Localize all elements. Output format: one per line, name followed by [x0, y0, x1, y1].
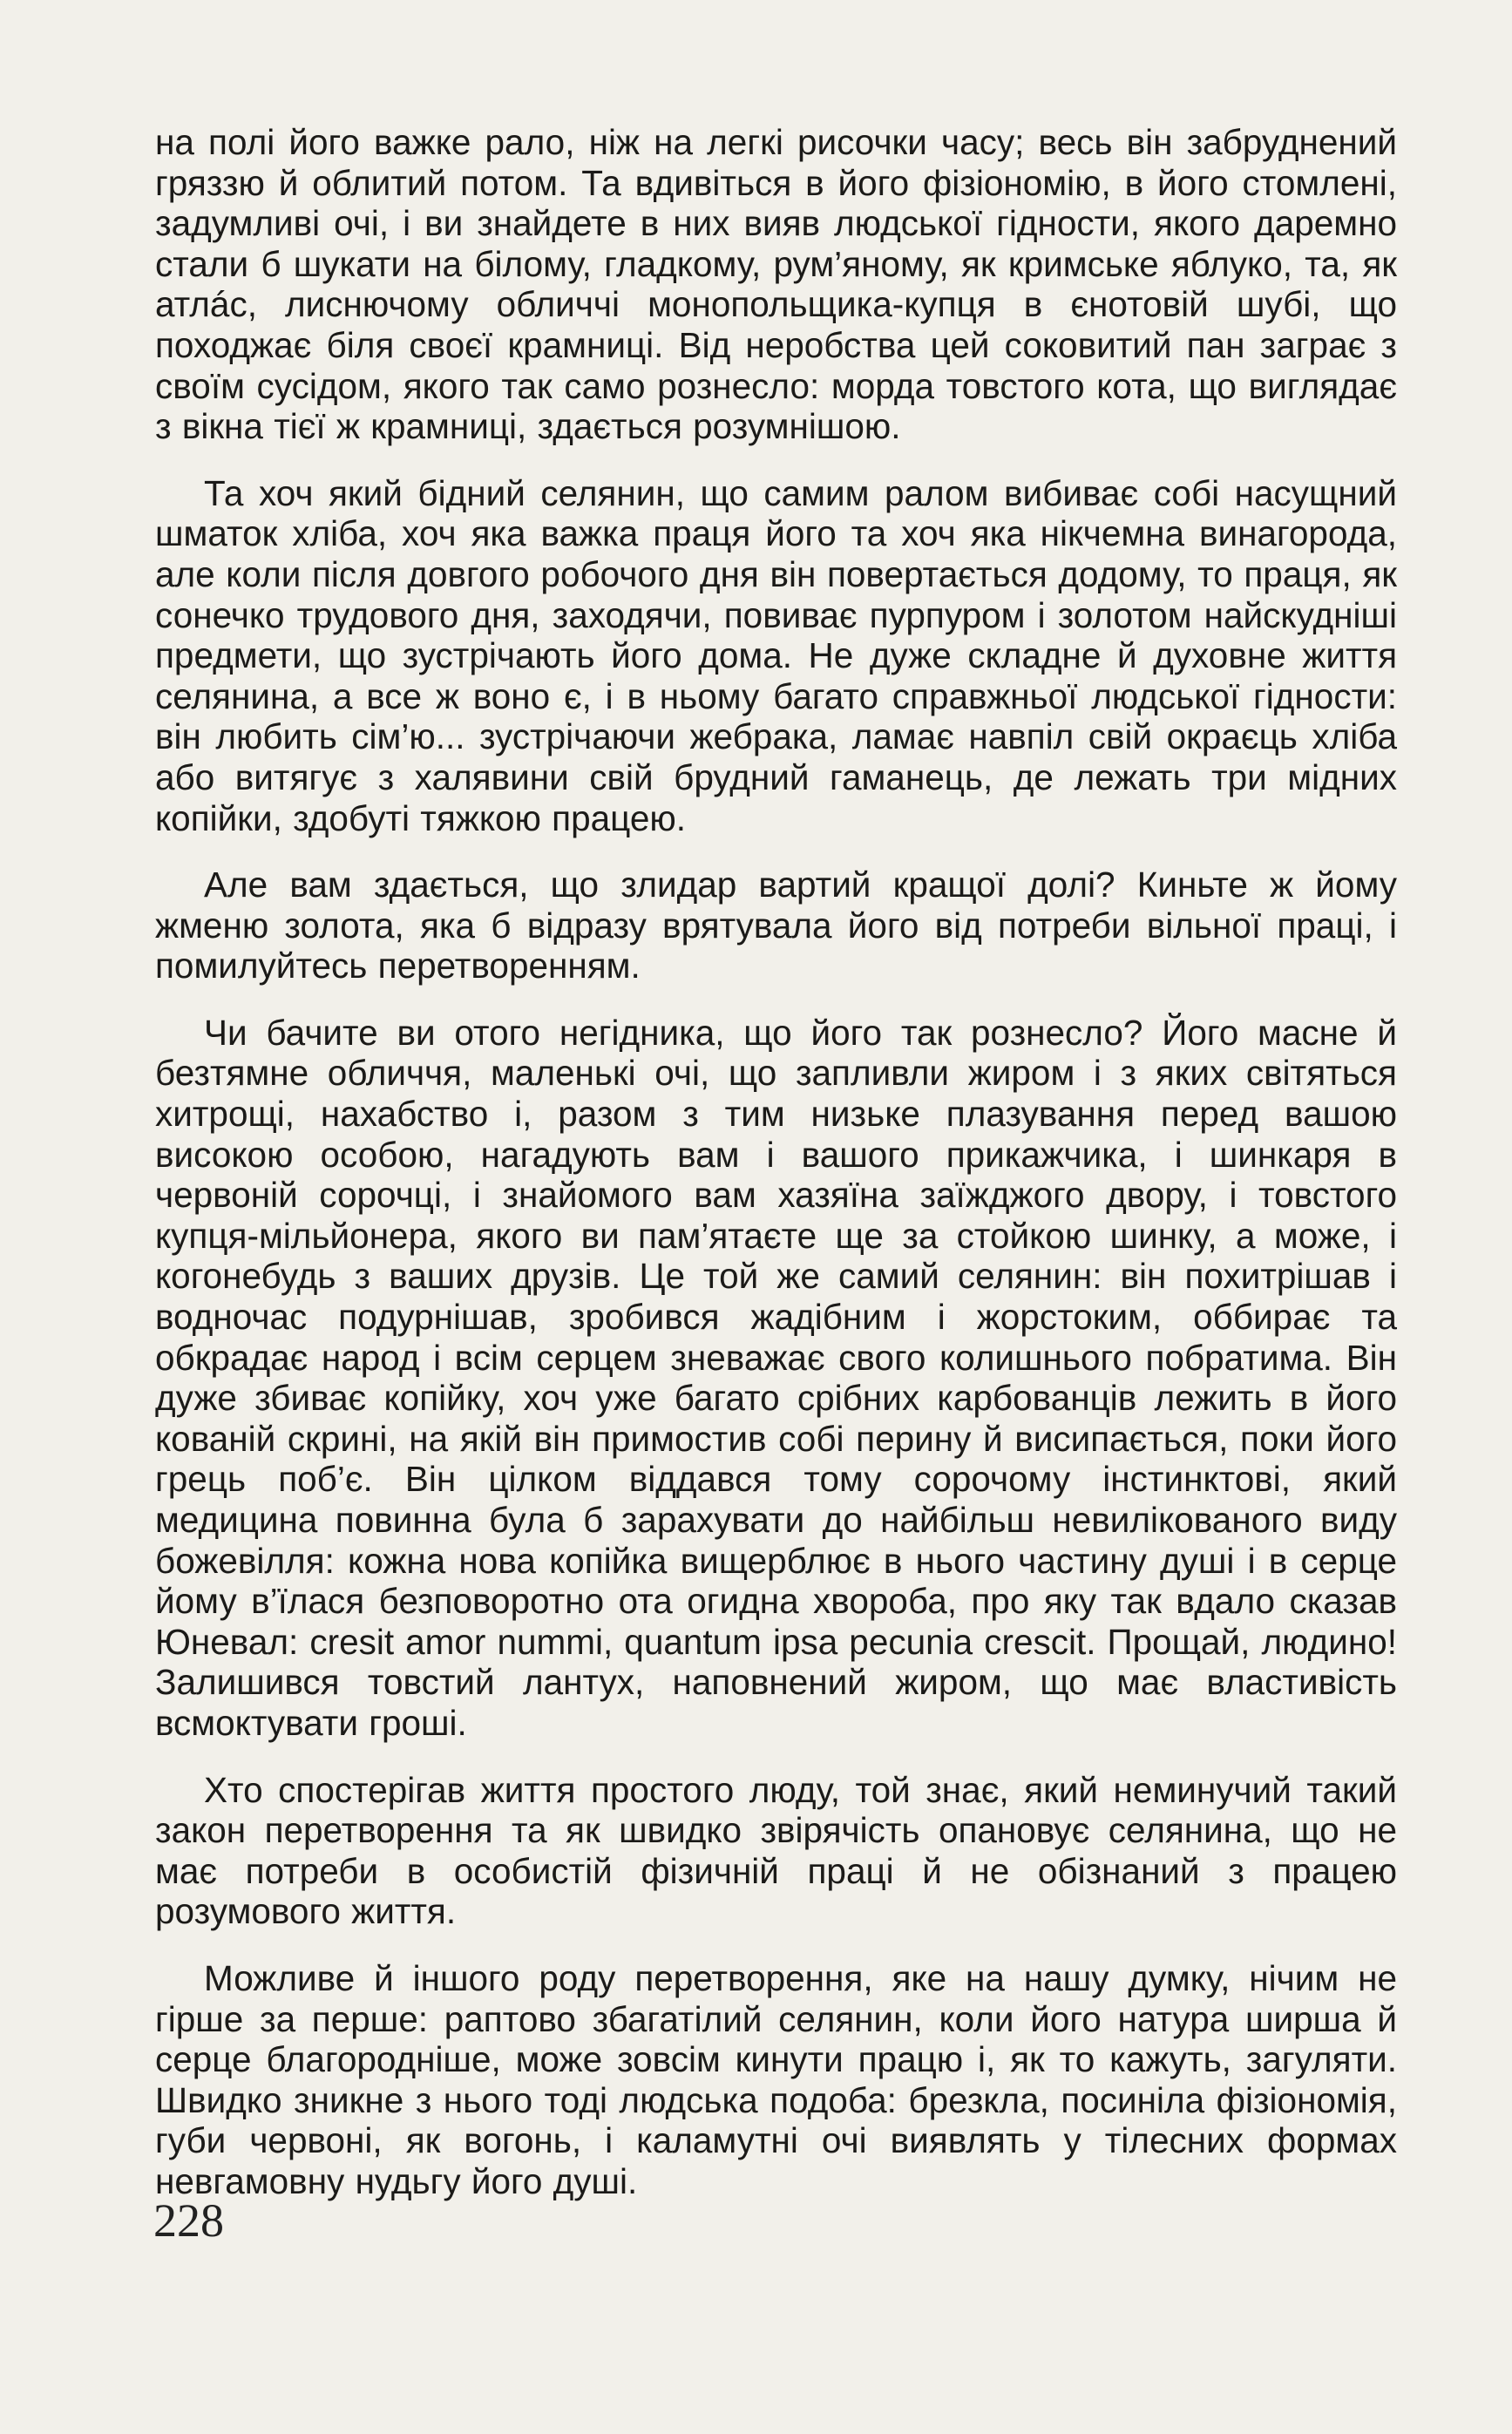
paragraph-2: Та хоч який бідний селянин, що самим ралом вибиває собі насущний шматок хліба, хоч яка важка праця його та хоч яка нікчемна винагорода, але коли після довгого робочого дня він повертається додому, то праця, як сонечко трудового дня, заходячи, повиває пурпуром і золотом найскудніші предмети, що зустрічають його дома. Не дуже складне й духовне життя селянина, а все ж воно є, і в ньому багато справжньої людської гідности: він любить сім’ю... зустрічаючи жебрака, ламає навпіл свій окраєць хліба або витягує з халявини свій брудний гаманець, де лежать три мідних копійки, здобуті тяжкою працею. — [155, 472, 1397, 838]
paragraph-4: Чи бачите ви отого негідника, що його так рознесло? Його масне й безтямне обличчя, маленькі очі, що запливли жиром і з яких світяться хитрощі, нахабство і, разом з тим низьке плазування перед вашою високою особою, нагадують вам і вашого прикажчика, і шинкаря в червоній сорочці, і знайомого вам хазяїна заїжджого двору, і товстого купця-мільйонера, якого ви пам’ятаєте ще за стойкою шинку, а може, і когонебудь з ваших друзів. Це той же самий селянин: він похитрішав і водночас подурнішав, зробився жадібним і жорстоким, оббирає та обкрадає народ і всім серцем зневажає свого колишнього побратима. Він дуже збиває копійку, хоч уже багато срібних карбованців лежить в його кованій скрині, на якій він примостив собі перину й висипається, поки його грець поб’є. Він цілком віддався тому сорочому інстинктові, який медицина повинна була б зарахувати до найбільш невилікованого виду божевілля: кожна нова копійка вищерблює в нього частину душі і в серце йому в’їлася безповоротно ота огидна хвороба, про яку так вдало сказав Юневал: cresit amor nummi, quantum ipsa pecunia crescit. Прощай, людино! Залишився товстий лантух, наповнений жиром, що має властивість всмоктувати гроші. — [155, 1012, 1397, 1743]
page-number: 228 — [153, 2194, 224, 2247]
paragraph-6: Можливе й іншого роду перетворення, яке на нашу думку, нічим не гірше за перше: раптово збагатілий селянин, коли його натура ширша й серце благородніше, може зовсім кинути працю і, як то кажуть, загуляти. Швидко зникне з нього тоді людська подоба: брезкла, посиніла фізіономія, губи червоні, як вогонь, і каламутні очі виявлять у тілесних формах невгамовну нудьгу його душі. — [155, 1957, 1397, 2201]
page-body-text — [155, 122, 1397, 2228]
paragraph-3: Але вам здається, що злидар вартий кращої долі? Киньте ж йому жменю золота, яка б відразу врятувала його від потреби вільної праці, і помилуйтесь перетворенням. — [155, 864, 1397, 986]
paragraph-5: Хто спостерігав життя простого люду, той знає, який неминучий такий закон перетворення та як швидко звірячість опановує селянина, що не має потреби в особистій фізичній праці й не обізнаний з працею розумового життя. — [155, 1769, 1397, 1932]
paragraph-1: на полі його важке рало, ніж на легкі рисочки часу; весь він забруднений гряззю й облитий потом. Та вдивіться в його фізіономію, в його стомлені, задумливі очі, і ви знайдете в них вияв людської гідности, якого даремно стали б шукати на білому, гладкому, рум’яному, як кримське яблуко, та, як атлáс, лиснючому обличчі монопольщика-купця в єнотовій шубі, що походжає біля своєї крамниці. Від неробства цей соковитий пан заграє з своїм сусідом, якого так само рознесло: морда товстого кота, що виглядає з вікна тієї ж крамниці, здається розумнішою. — [155, 122, 1397, 447]
